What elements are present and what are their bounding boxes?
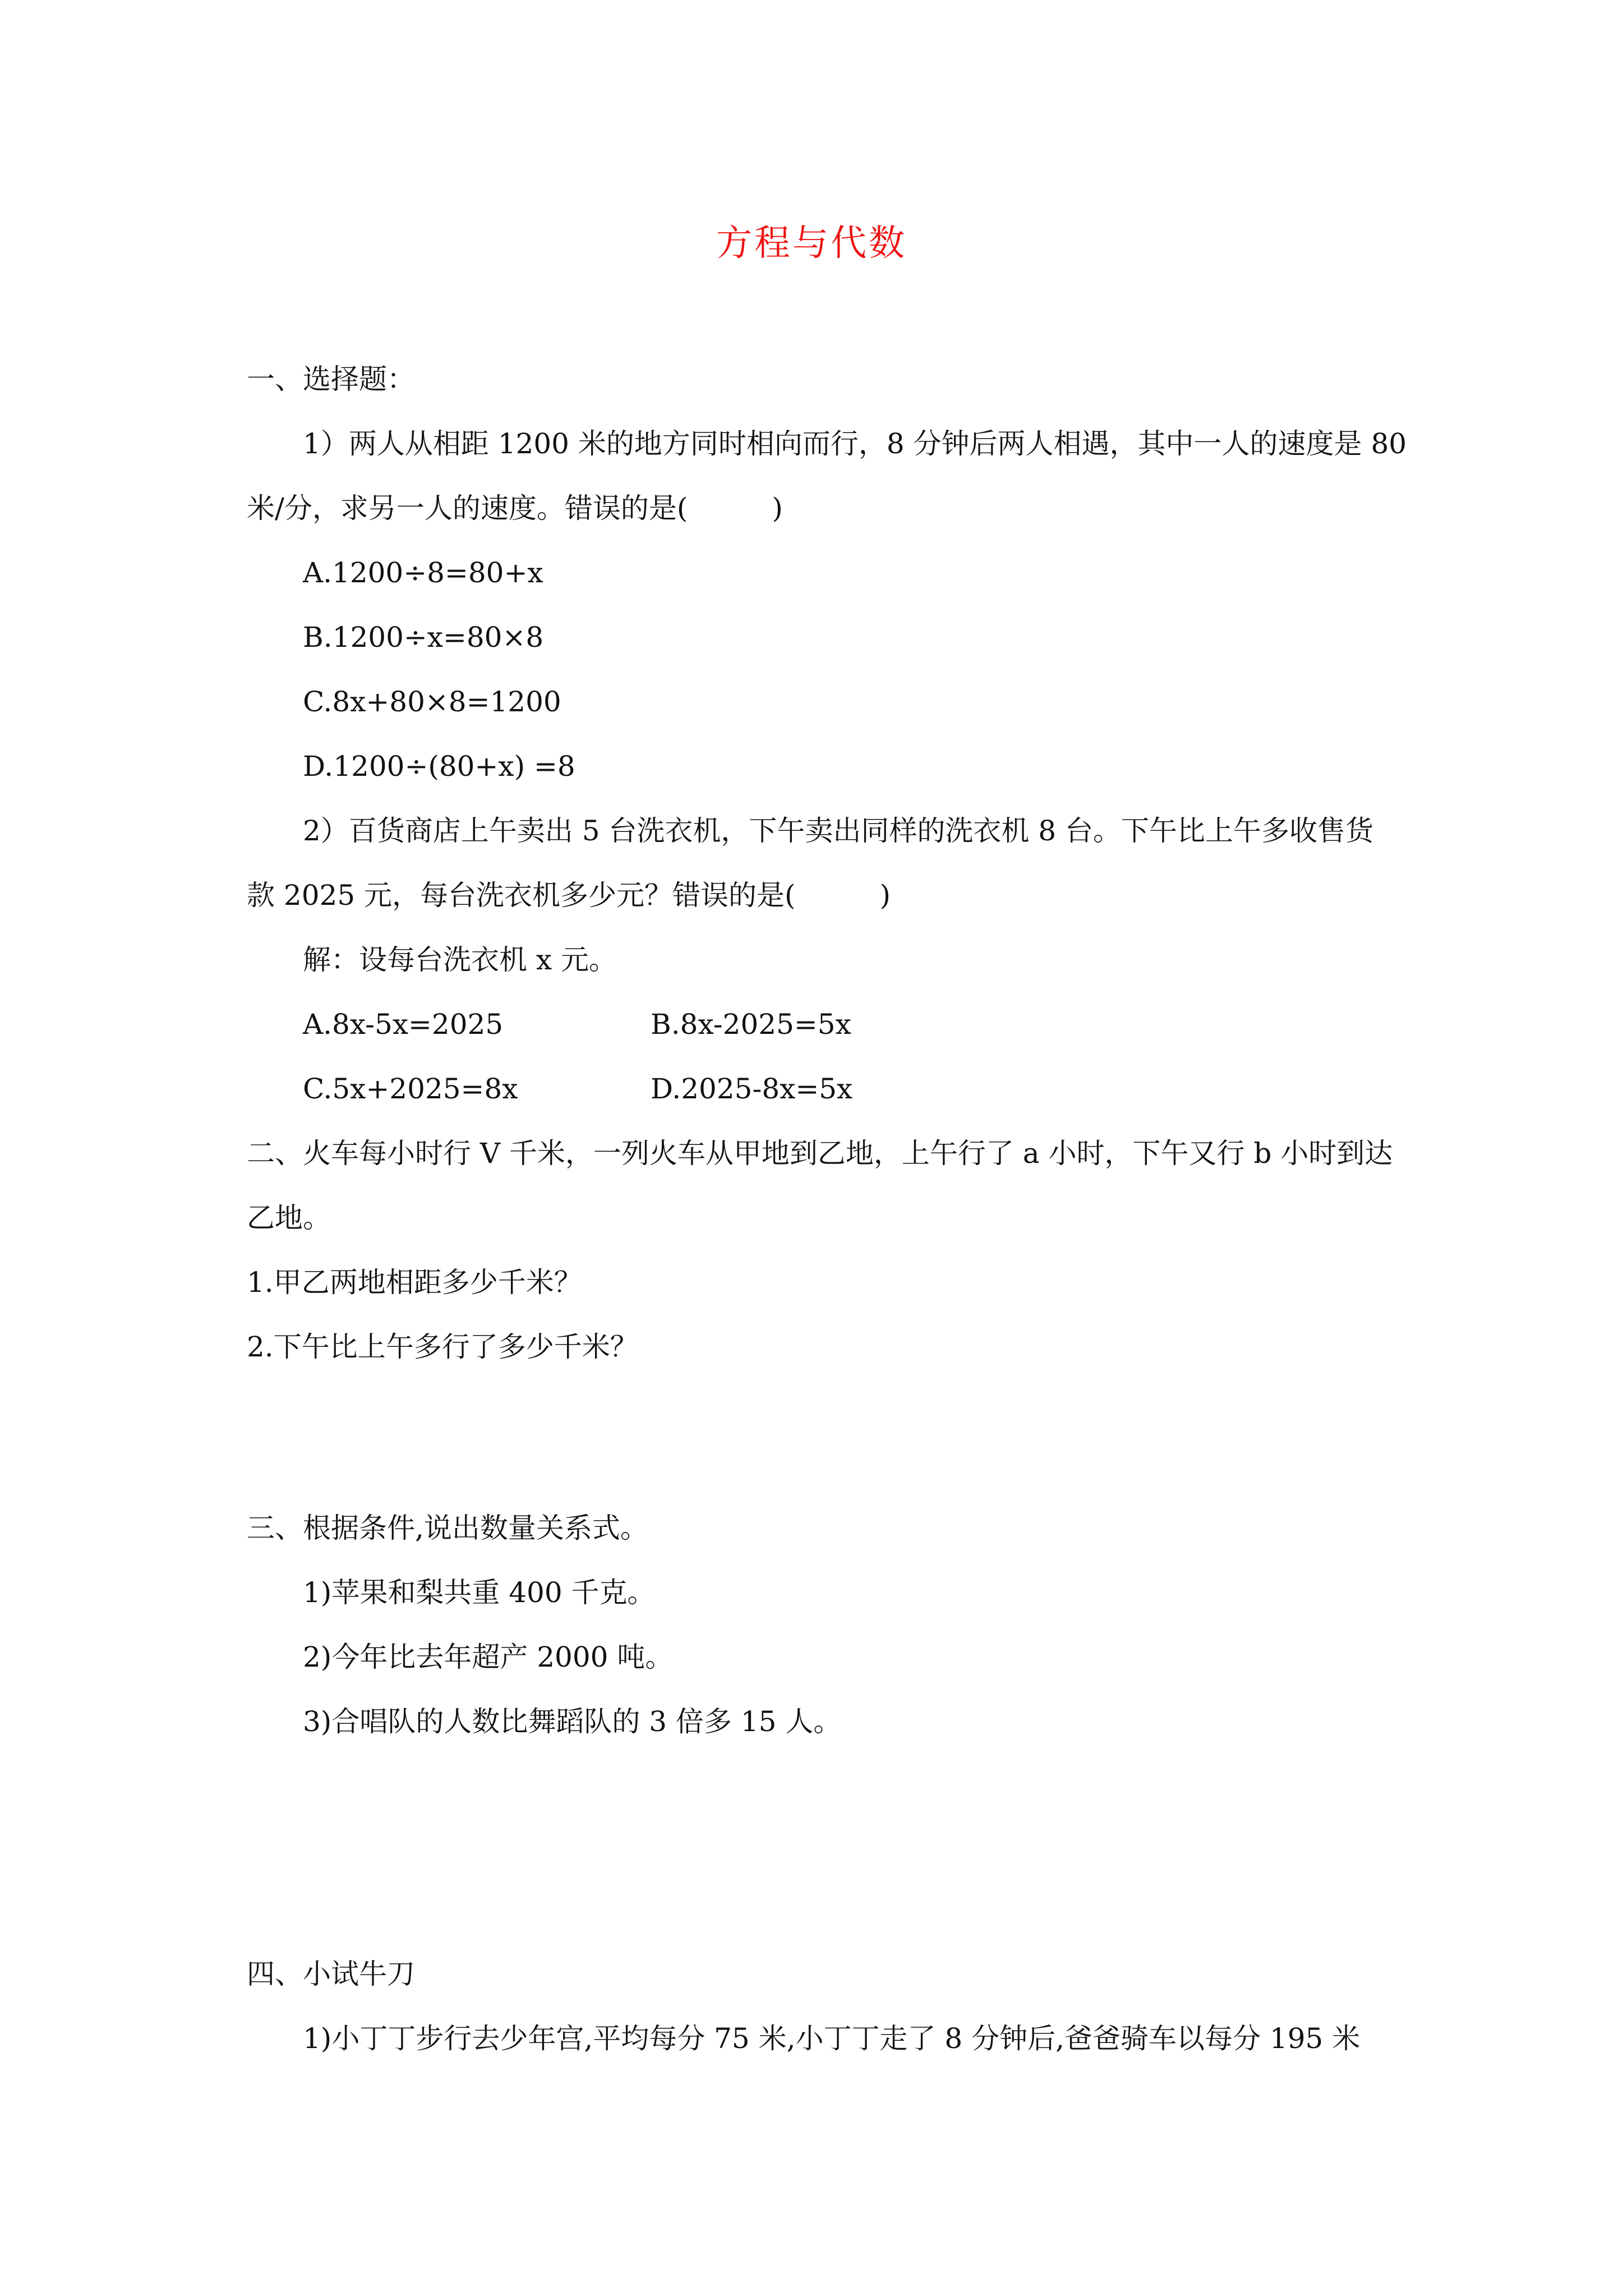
question-1-option-a: A.1200÷8=80+x bbox=[303, 556, 543, 589]
question-1-option-d: D.1200÷(80+x) =8 bbox=[303, 750, 575, 783]
section4-heading: 四、小试牛刀 bbox=[247, 1958, 415, 1990]
question-1-line2: 米/分，求另一人的速度。错误的是( ) bbox=[247, 492, 783, 524]
question-1-option-c: C.8x+80×8=1200 bbox=[303, 685, 561, 718]
question-2-option-a: A.8x-5x=2025 bbox=[303, 1008, 504, 1041]
question-2-solution: 解：设每台洗衣机 x 元。 bbox=[303, 944, 617, 976]
section4-question-1: 1)小丁丁步行去少年宫,平均每分 75 米,小丁丁走了 8 分钟后,爸爸骑车以每分 195 米 bbox=[303, 2022, 1361, 2055]
question-1-line1: 1）两人从相距 1200 米的地方同时相向而行，8 分钟后两人相遇，其中一人的速度是 80 bbox=[303, 427, 1407, 460]
section3-item-1: 1)苹果和梨共重 400 千克。 bbox=[303, 1576, 656, 1609]
section2-line1: 二、火车每小时行 V 千米，一列火车从甲地到乙地，上午行了 a 小时，下午又行 b 小时到达 bbox=[247, 1137, 1393, 1170]
page-title: 方程与代数 bbox=[716, 223, 907, 264]
section2-question-1: 1.甲乙两地相距多少千米？ bbox=[247, 1266, 582, 1299]
question-2-option-b: B.8x-2025=5x bbox=[651, 1008, 851, 1041]
question-2-option-d: D.2025-8x=5x bbox=[651, 1073, 853, 1105]
section3-item-3: 3)合唱队的人数比舞蹈队的 3 倍多 15 人。 bbox=[303, 1705, 842, 1738]
section3-heading: 三、根据条件,说出数量关系式。 bbox=[247, 1512, 648, 1544]
question-1-option-b: B.1200÷x=80×8 bbox=[303, 621, 544, 654]
question-2-option-c: C.5x+2025=8x bbox=[303, 1073, 518, 1105]
section3-item-2: 2)今年比去年超产 2000 吨。 bbox=[303, 1641, 674, 1673]
section2-line2: 乙地。 bbox=[247, 1202, 331, 1234]
question-2-line2: 款 2025 元，每台洗衣机多少元？错误的是( ) bbox=[247, 879, 891, 912]
section1-heading: 一、选择题： bbox=[247, 363, 415, 395]
section2-question-2: 2.下午比上午多行了多少千米？ bbox=[247, 1331, 638, 1363]
question-2-line1: 2）百货商店上午卖出 5 台洗衣机，下午卖出同样的洗衣机 8 台。下午比上午多收售货 bbox=[303, 815, 1374, 847]
